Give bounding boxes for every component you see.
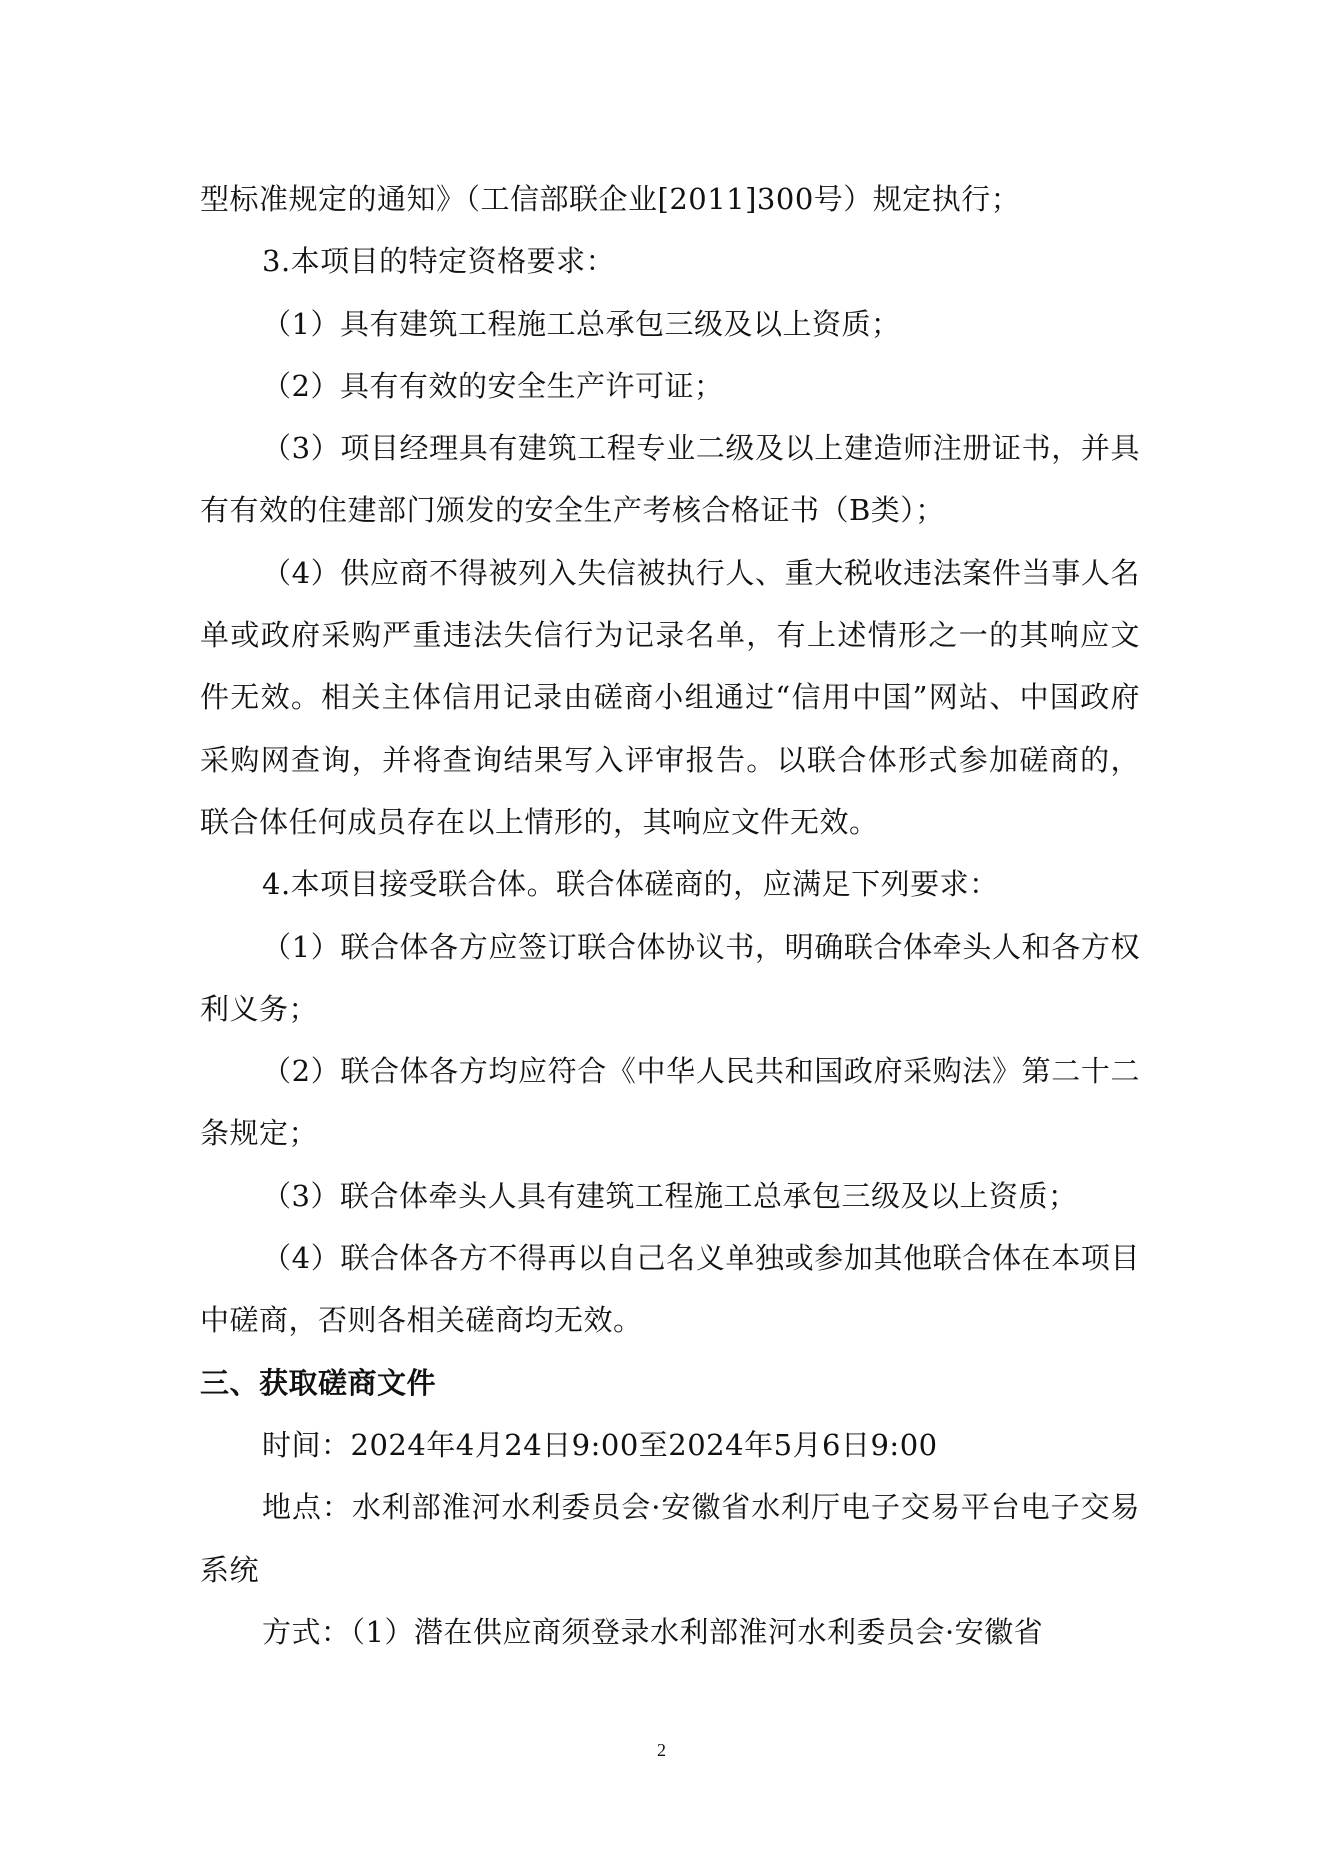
paragraph-qualification-3: （3）项目经理具有建筑工程专业二级及以上建造师注册证书，并具有有效的住建部门颁发的安全生产考核合格证书（B类）；: [200, 431, 1140, 528]
document-body: [200, 168, 1140, 1663]
paragraph-qualification-4: （4）供应商不得被列入失信被执行人、重大税收违法案件当事人名单或政府采购严重违法失信行为记录名单，有上述情形之一的其响应文件无效。相关主体信用记录由磋商小组通过“信用中国”网站、中国政府采购网查询，并将查询结果写入评审报告。以联合体形式参加磋商的，联合体任何成员存在以上情形的，其响应文件无效。: [200, 555, 1140, 839]
paragraph-consortium-heading: 4.本项目接受联合体。联合体磋商的，应满足下列要求：: [262, 867, 999, 902]
paragraph-qualification-2: （2）具有有效的安全生产许可证；: [262, 368, 724, 403]
paragraph-notice-continuation: 型标准规定的通知》（工信部联企业[2011]300号）规定执行；: [200, 182, 1021, 216]
paragraph-time: 时间：2024年4月24日9:00至2024年5月6日9:00: [262, 1427, 938, 1462]
paragraph-location: 地点：水利部淮河水利委员会·安徽省水利厅电子交易平台电子交易系统: [200, 1490, 1140, 1587]
paragraph-qualification-heading: 3.本项目的特定资格要求：: [262, 244, 616, 279]
paragraph-consortium-2: （2）联合体各方均应符合《中华人民共和国政府采购法》第二十二条规定；: [200, 1054, 1140, 1151]
page-number: 2: [657, 1740, 666, 1760]
section-heading-obtain-documents: 三、获取磋商文件: [200, 1365, 437, 1400]
paragraph-consortium-3: （3）联合体牵头人具有建筑工程施工总承包三级及以上资质；: [262, 1178, 1078, 1213]
paragraph-consortium-1: （1）联合体各方应签订联合体协议书，明确联合体牵头人和各方权利义务；: [200, 929, 1140, 1026]
paragraph-method: 方式：（1）潜在供应商须登录水利部淮河水利委员会·安徽省: [262, 1614, 1044, 1649]
paragraph-consortium-4: （4）联合体各方不得再以自己名义单独或参加其他联合体在本项目中磋商，否则各相关磋商均无效。: [200, 1241, 1140, 1338]
paragraph-qualification-1: （1）具有建筑工程施工总承包三级及以上资质；: [262, 306, 901, 341]
